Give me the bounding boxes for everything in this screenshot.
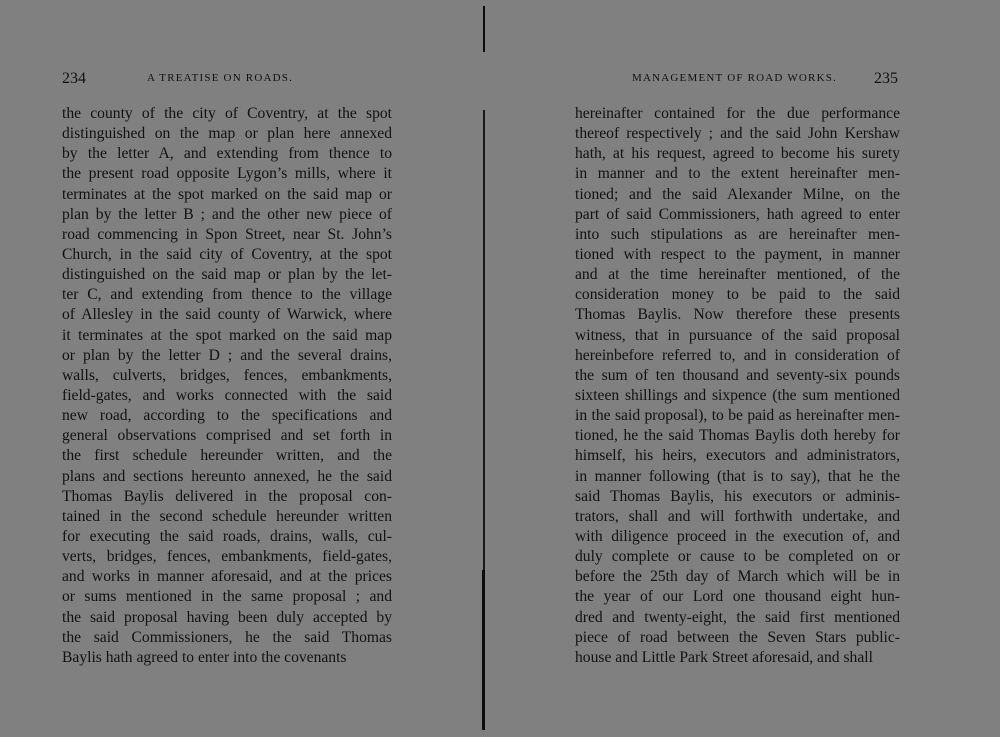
text-line: Thomas Baylis. Now therefore these presents xyxy=(575,306,900,324)
text-line: part of said Commissioners, hath agreed to enter xyxy=(575,205,900,223)
text-line: consideration money to be paid to the said xyxy=(575,286,900,304)
text-line: tioned; and the said Alexander Milne, on the xyxy=(575,185,900,203)
text-line: Baylis hath agreed to enter into the covenants xyxy=(62,648,347,666)
text-line: and at the time hereinafter mentioned, of the xyxy=(575,266,900,284)
text-line: general observations comprised and set forth in xyxy=(62,427,392,445)
gutter-shadow xyxy=(482,570,485,730)
text-line: ter C, and extending from thence to the village xyxy=(62,286,392,304)
text-line: hereinbefore referred to, and in consideration of xyxy=(575,346,900,364)
text-line: into such stipulations as are hereinafter men- xyxy=(575,225,900,243)
gutter-shadow xyxy=(483,6,485,52)
text-line: tioned, he the said Thomas Baylis doth hereby for xyxy=(575,427,900,445)
text-line: the county of the city of Coventry, at the spot xyxy=(62,105,392,122)
text-line: himself, his heirs, executors and administrators, xyxy=(575,447,900,465)
text-line: with diligence proceed in the execution of, and xyxy=(575,527,900,545)
text-line: field-gates, and works connected with the said xyxy=(62,386,392,404)
text-line: terminates at the spot marked on the said map or xyxy=(62,185,392,203)
page-number: 235 xyxy=(874,70,898,87)
right-page xyxy=(488,0,1000,737)
running-title: A TREATISE ON ROADS. xyxy=(147,72,294,84)
text-line: the said Commissioners, he the said Thomas xyxy=(62,628,392,646)
text-line: and works in manner aforesaid, and at the prices xyxy=(62,568,392,586)
text-line: dred and twenty-eight, the said first mentioned xyxy=(575,608,900,626)
text-line: by the letter A, and extending from thence to xyxy=(62,145,392,163)
text-line: walls, culverts, bridges, fences, embankments, xyxy=(62,366,392,384)
text-line: sixteen shillings and sixpence (the sum mentioned xyxy=(575,386,900,404)
text-line: house and Little Park Street aforesaid, and shall xyxy=(575,648,873,666)
text-line: plans and sections hereunto annexed, he the said xyxy=(62,467,392,485)
text-line: distinguished on the map or plan here annexed xyxy=(62,125,392,143)
page-body-text xyxy=(62,104,392,668)
running-title: MANAGEMENT OF ROAD WORKS. xyxy=(632,72,837,84)
text-line: the year of our Lord one thousand eight hun- xyxy=(575,588,900,606)
text-line: new road, according to the specifications and xyxy=(62,407,392,425)
text-line: piece of road between the Seven Stars public- xyxy=(575,628,900,646)
text-line: of Allesley in the said county of Warwick, where xyxy=(62,306,392,324)
text-line: it terminates at the spot marked on the said map xyxy=(62,326,392,344)
text-line: road commencing in Spon Street, near St. John’s xyxy=(62,225,392,243)
text-line: before the 25th day of March which will be in xyxy=(575,568,900,586)
page-body-text xyxy=(575,104,900,668)
text-line: thereof respectively ; and the said John Kershaw xyxy=(575,125,900,143)
text-line: Church, in the said city of Coventry, at the spot xyxy=(62,245,392,263)
text-line: tioned with respect to the payment, in manner xyxy=(575,245,900,263)
text-line: Thomas Baylis delivered in the proposal con- xyxy=(62,487,392,505)
text-line: trators, shall and will forthwith undertake, and xyxy=(575,507,900,525)
text-line: in manner and to the extent hereinafter men- xyxy=(575,165,900,183)
left-page xyxy=(0,0,485,737)
text-line: tained in the second schedule hereunder written xyxy=(62,507,392,525)
text-line: hereinafter contained for the due performance xyxy=(575,105,900,122)
text-line: witness, that in pursuance of the said proposal xyxy=(575,326,900,344)
text-line: plan by the letter B ; and the other new piece of xyxy=(62,205,392,223)
text-line: verts, bridges, fences, embankments, field-gates, xyxy=(62,548,392,566)
text-line: or sums mentioned in the same proposal ; and xyxy=(62,588,392,606)
page-number: 234 xyxy=(62,70,86,87)
text-line: distinguished on the said map or plan by the let- xyxy=(62,266,392,284)
text-line: hath, at his request, agreed to become his surety xyxy=(575,145,900,163)
text-line: the sum of ten thousand and seventy-six pounds xyxy=(575,366,900,384)
gutter-shadow xyxy=(483,110,485,570)
text-line: or plan by the letter D ; and the several drains, xyxy=(62,346,392,364)
text-line: the present road opposite Lygon’s mills, where it xyxy=(62,165,392,183)
text-line: in manner following (that is to say), that he the xyxy=(575,467,900,485)
text-line: in the said proposal), to be paid as hereinafter men- xyxy=(575,407,900,425)
text-line: the said proposal having been duly accepted by xyxy=(62,608,392,626)
text-line: duly complete or cause to be completed on or xyxy=(575,548,900,566)
text-line: said Thomas Baylis, his executors or adminis- xyxy=(575,487,900,505)
text-line: the first schedule hereunder written, and the xyxy=(62,447,392,465)
text-line: for executing the said roads, drains, walls, cul- xyxy=(62,527,392,545)
